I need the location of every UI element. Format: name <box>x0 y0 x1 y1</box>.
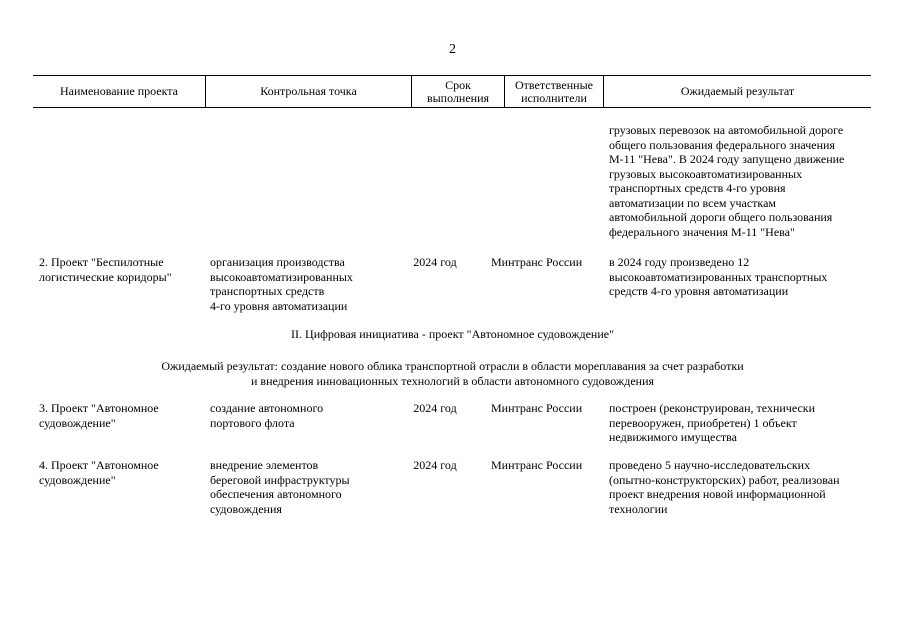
row-result: построен (реконструирован, технически перевооружен, приобретен) 1 объект недвижимого имущества <box>609 401 816 444</box>
row-responsible: Минтранс России <box>491 255 583 269</box>
page-number: 2 <box>449 42 456 57</box>
row-project: 3. Проект "Автономное судовождение" <box>39 401 159 430</box>
section-title: II. Цифровая инициатива - проект "Автономное судовождение" <box>291 327 614 341</box>
header-responsible: Ответственные исполнители <box>515 77 593 105</box>
header-deadline: Срок выполнения <box>426 77 490 105</box>
row-checkpoint: создание автономного портового флота <box>210 401 324 430</box>
row-deadline: 2024 год <box>413 458 457 472</box>
row-deadline: 2024 год <box>413 255 457 269</box>
row-checkpoint: внедрение элементов береговой инфраструктуры обеспечения автономного судовождения <box>210 458 350 516</box>
row-project: 2. Проект "Беспилотные логистические коридоры" <box>39 255 172 284</box>
header-checkpoint: Контрольная точка <box>260 84 357 98</box>
section-expected-result: Ожидаемый результат: создание нового облика транспортной отрасли в области мореплавания за счет разработки и внедрения инновационных технологий в области автономного судовождения <box>161 359 744 388</box>
row-deadline: 2024 год <box>413 401 457 415</box>
row-result: проведено 5 научно-исследовательских (опытно-конструкторских) работ, реализован проект внедрения новой информационной технологии <box>609 458 840 516</box>
continuation-result: грузовых перевозок на автомобильной дороге общего пользования федерального значения М-11 "Нева". В 2024 году запущено движение грузовых высокоавтоматизированных транспортных средств 4-го уровня автоматизации по всем участкам автомобильной дороги общего пользования федерального значения М-11 "Нева" <box>609 123 845 239</box>
header-expected-result: Ожидаемый результат <box>680 84 795 98</box>
row-project: 4. Проект "Автономное судовождение" <box>39 458 159 487</box>
header-project-name: Наименование проекта <box>59 84 179 98</box>
row-responsible: Минтранс России <box>491 458 583 472</box>
row-result: в 2024 году произведено 12 высокоавтоматизированных транспортных средств 4-го уровня автоматизации <box>609 255 828 298</box>
table-header <box>33 75 871 108</box>
row-responsible: Минтранс России <box>491 401 583 415</box>
row-checkpoint: организация производства высокоавтоматизированных транспортных средств 4-го уровня автоматизации <box>210 255 353 313</box>
